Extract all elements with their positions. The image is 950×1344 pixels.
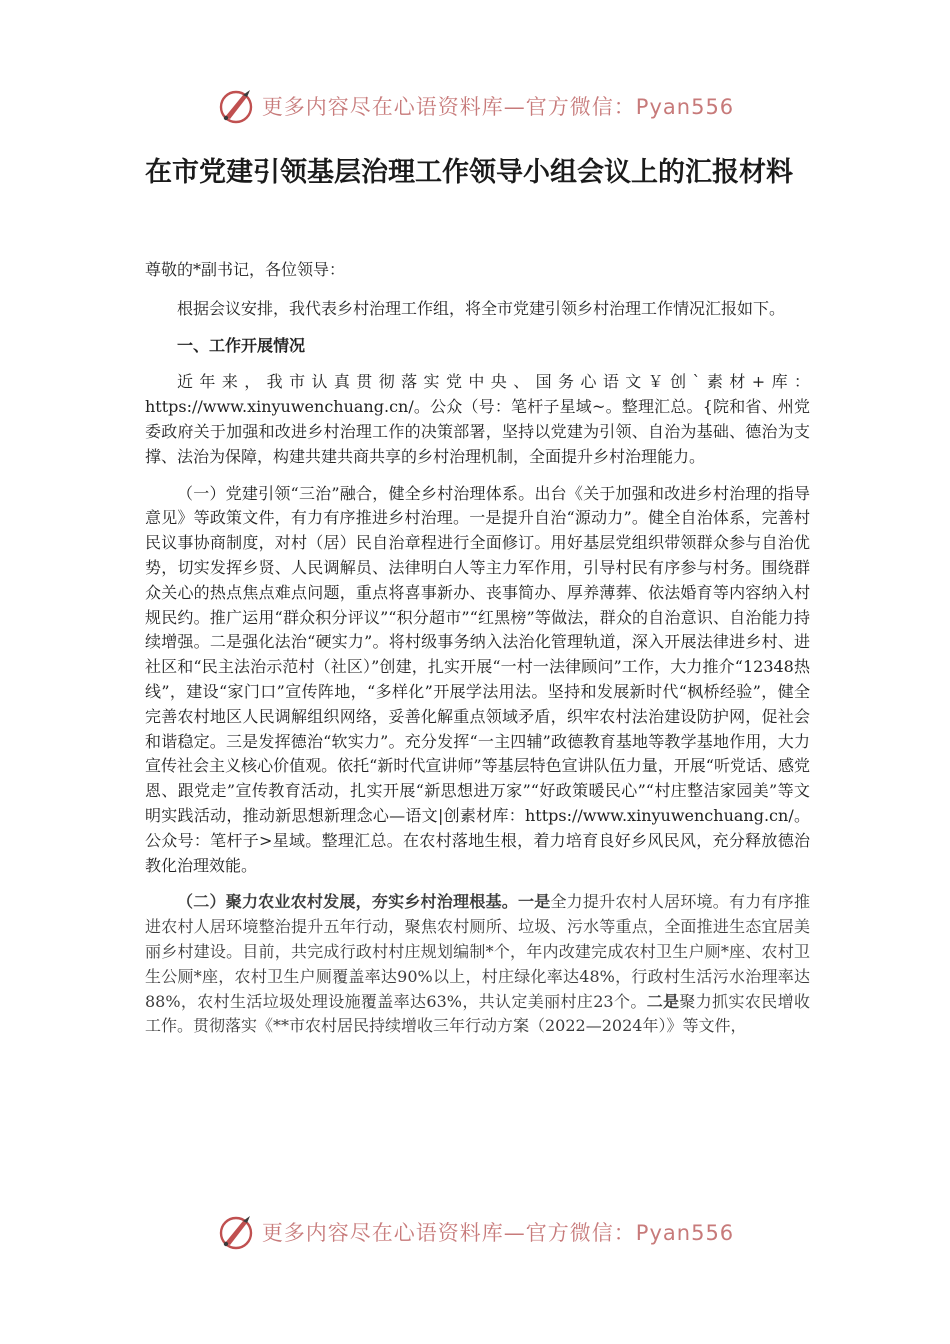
banner-text: 更多内容尽在心语资料库—官方微信：Pyan556 — [261, 95, 735, 119]
header-banner — [0, 84, 950, 128]
banner-text: 更多内容尽在心语资料库—官方微信：Pyan556 — [261, 1221, 735, 1245]
brush-logo-icon — [216, 1212, 256, 1252]
intro-paragraph: 根据会议安排，我代表乡村治理工作组，将全市党建引领乡村治理工作情况汇报如下。 — [177, 298, 786, 318]
document-body — [145, 258, 810, 1039]
subsection-2-heading: （二）聚力农业农村发展，夯实乡村治理根基。 — [177, 892, 518, 912]
sub2-text-1: 全力提升农村人居环境。有力有序推进农村人居环境整治提升五年行动，聚焦农村厕所、垃圾、污水等重点，全面推进生态宜居美丽乡村建设。目前，共完成行政村村庄规划编制*个，年内改建完成农村卫生户厕*座、农村卫生公厕*座，农村卫生户厕覆盖率达90%以上，村庄绿化率达48%，行政村生活污水治理率达88%，农村生活垃圾处理设施覆盖率达63%，共认定美丽村庄23个。 — [145, 892, 810, 1011]
subsection-1-paragraph: （一）党建引领“三治”融合，健全乡村治理体系。出台《关于加强和改进乡村治理的指导意见》等政策文件，有力有序推进乡村治理。一是提升自治“源动力”。健全自治体系，完善村民议事协商制度，对村（居）民自治章程进行全面修订。用好基层党组织带领群众参与自治优势，切实发挥乡贤、人民调解员、法律明白人等主力军作用，引导村民有序参与村务。围绕群众关心的热点焦点难点问题，重点将喜事新办、丧事简办、厚养薄葬、依法婚育等内容纳入村规民约。推广运用“群众积分评议”“积分超市”“红黑榜”等做法，群众的自治意识、自治能力持续增强。二是强化法治“硬实力”。将村级事务纳入法治化管理轨道，深入开展法律进乡村、进社区和“民主法治示范村（社区）”创建，扎实开展“一村一法律顾问”工作，大力推介“12348热线”，建设“家门口”宣传阵地，“多样化”开展学法用法。坚持和发展新时代“枫桥经验”，健全完善农村地区人民调解组织网络，妥善化解重点领域矛盾，织牢农村法治建设防护网，促社会和谐稳定。三是发挥德治“软实力”。充分发挥“一主四辅”政德教育基地等教学基地作用，大力宣传社会主义核心价值观。依托“新时代宣讲师”等基层特色宣讲队伍力量，开展“听党话、感党恩、跟党走”宣传教育活动，扎实开展“新思想进万家”“好政策暖民心”“村庄整洁家园美”等文明实践活动，推动新思想新理念心—语文|创素材库：https://www.xinyuwenchuang.cn/。公众号：笔杆子>星域。整理汇总。在农村落地生根，着力培育良好乡风民风，充分释放德治教化治理效能。 — [145, 483, 810, 875]
sub2-lead-1: 一是 — [517, 892, 551, 912]
brush-logo-icon — [216, 86, 256, 126]
sub2-lead-2: 二是 — [646, 991, 680, 1011]
section-heading: 一、工作开展情况 — [177, 335, 306, 355]
overview-paragraph: 近年来，我市认真贯彻落实党中央、国务心语文￥创`素材+库：https://www.xinyuwenchuang.cn/。公众（号：笔杆子星域~。整理汇总。{院和省、州党委政府关于加强和改进乡村治理工作的决策部署，坚持以党建为引领、自治为基础、德治为支撑、法治为保障，构建共建共商共享的乡村治理机制，全面提升乡村治理能力。 — [145, 372, 810, 466]
subsection-2-paragraph — [145, 890, 810, 1039]
sub2-text-2: 聚力抓实农民增收工作。贯彻落实《**市农村居民持续增收三年行动方案（2022—2024年）》等文件， — [145, 991, 810, 1036]
footer-banner — [0, 1210, 950, 1254]
document-title: 在市党建引领基层治理工作领导小组会议上的汇报材料 — [145, 157, 793, 188]
greeting: 尊敬的*副书记，各位领导： — [145, 260, 346, 279]
